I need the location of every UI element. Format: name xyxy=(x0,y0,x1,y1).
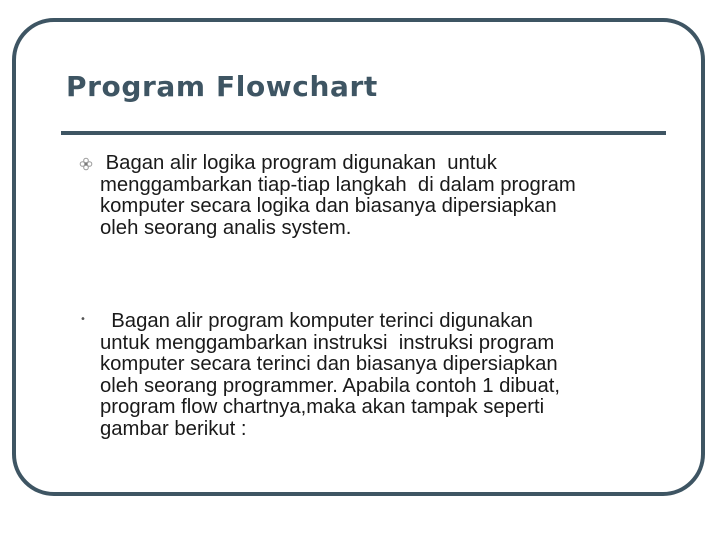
text-line: gambar berikut : xyxy=(100,417,247,440)
diamond-flower-bullet-icon xyxy=(79,156,93,170)
text-line: oleh seorang programmer. Apabila contoh 1 dibuat, xyxy=(100,374,561,397)
text-line: komputer secara terinci dan biasanya dipersiapkan xyxy=(100,353,558,375)
text-line: oleh seorang analis system. xyxy=(100,216,352,239)
dot-bullet-icon: • xyxy=(80,314,86,325)
title-underline xyxy=(61,131,666,135)
bullet-text-logika xyxy=(100,153,576,239)
text-line: komputer secara logika dan biasanya dipersiapkan xyxy=(100,195,557,217)
slide-title: Program Flowchart xyxy=(66,70,378,103)
text-line: menggambarkan tiap-tiap langkah di dalam program xyxy=(100,173,576,196)
text-line: Bagan alir logika program digunakan untuk xyxy=(100,152,497,174)
text-line: program flow chartnya,maka akan tampak seperti xyxy=(100,396,545,418)
text-line: untuk menggambarkan instruksi instruksi program xyxy=(100,331,555,354)
bullet-text-terinci xyxy=(100,311,560,440)
text-line: Bagan alir program komputer terinci digunakan xyxy=(100,310,533,332)
